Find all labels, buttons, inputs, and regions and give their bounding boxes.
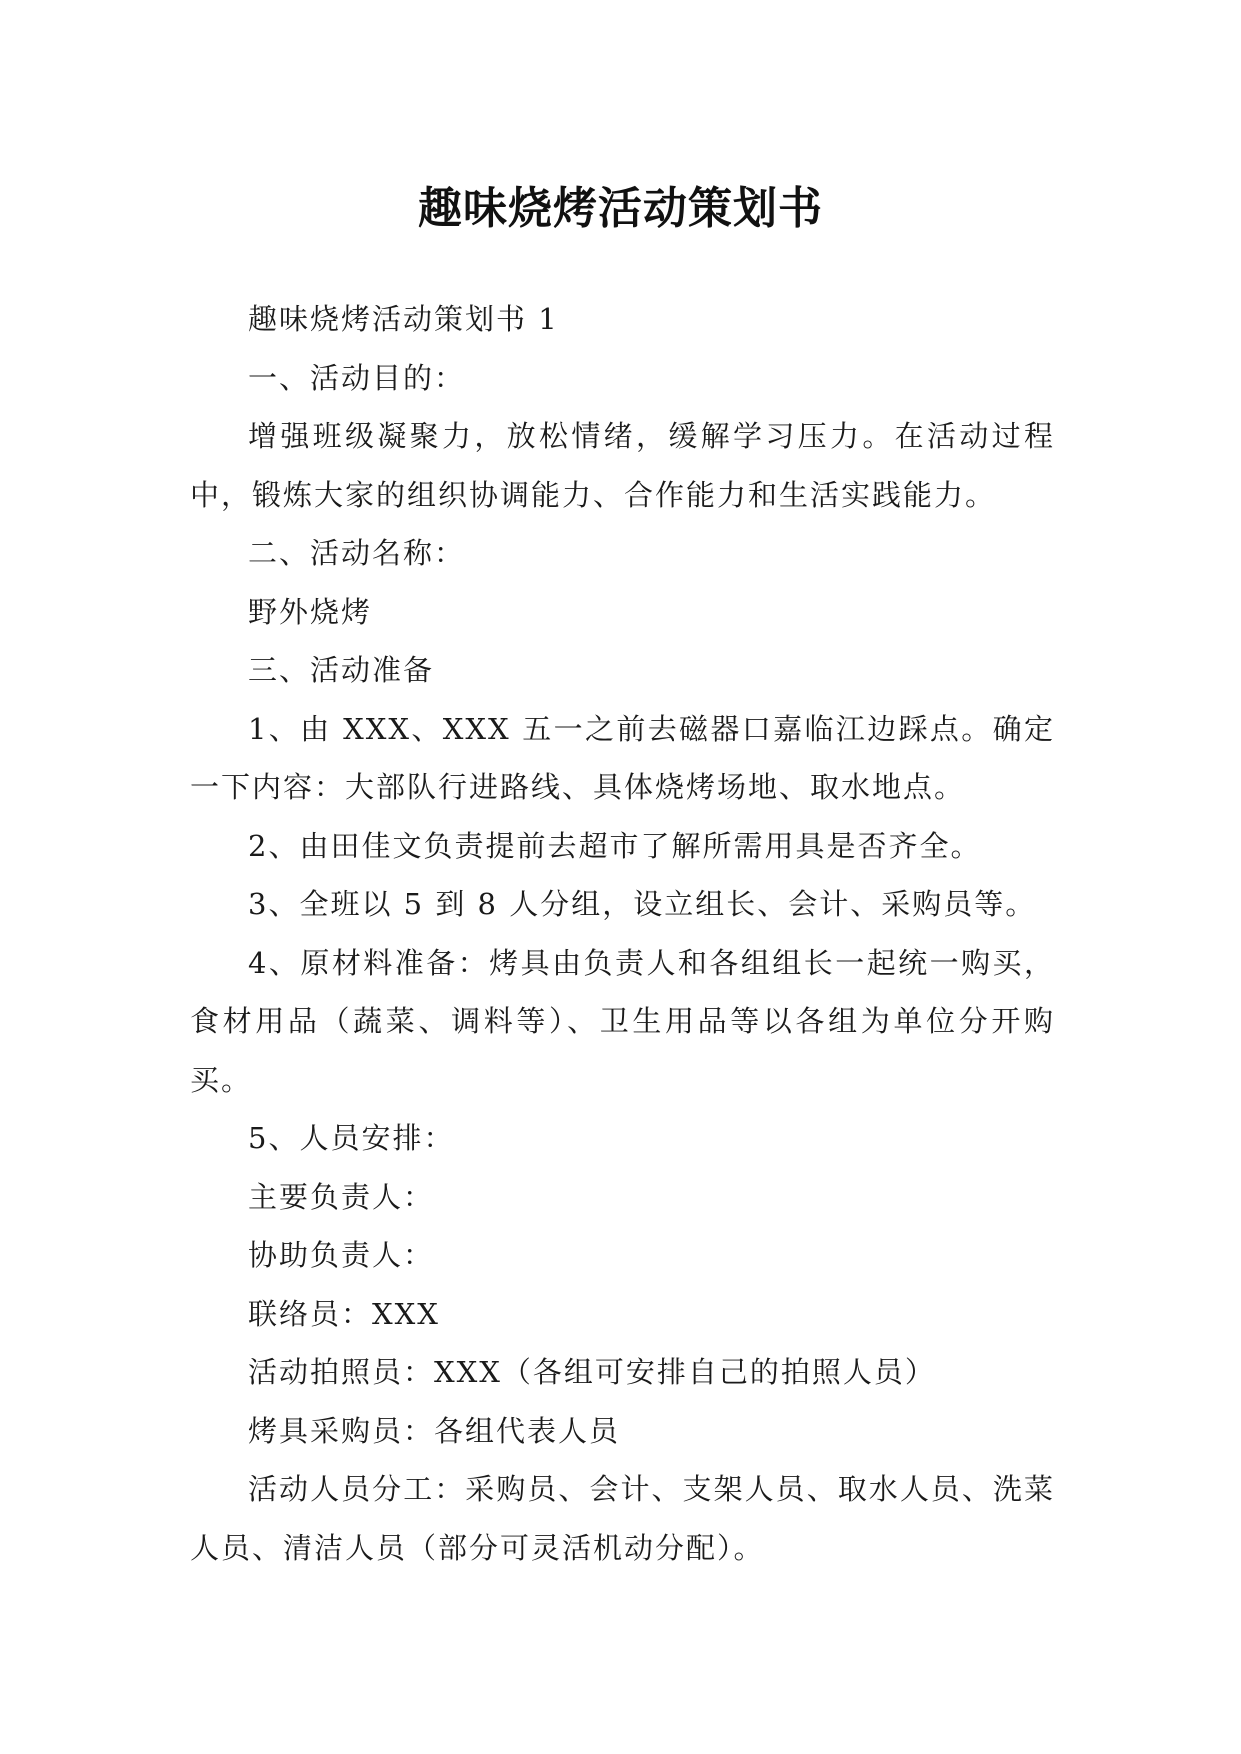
paragraph-prep-3: 3、全班以 5 到 8 人分组，设立组长、会计、采购员等。 [248, 887, 1037, 921]
paragraph-assistant-lead: 协助负责人： [248, 1238, 435, 1272]
paragraph-division: 活动人员分工：采购员、会计、支架人员、取水人员、洗菜人员、清洁人员（部分可灵活机动分配）。 [190, 1472, 1055, 1565]
document-title: 趣味烧烤活动策划书 [418, 183, 823, 235]
paragraph-prep-2: 2、由田佳文负责提前去超市了解所需用具是否齐全。 [248, 828, 982, 863]
document-body [190, 290, 1055, 1577]
paragraph-name: 野外烧烤 [248, 594, 373, 629]
paragraph-main-lead: 主要负责人： [248, 1179, 435, 1214]
heading-preparation: 三、活动准备 [248, 653, 435, 687]
paragraph-photographer: 活动拍照员：XXX（各组可安排自己的拍照人员） [248, 1355, 936, 1389]
heading-name: 二、活动名称： [248, 536, 466, 570]
heading-purpose: 一、活动目的： [248, 360, 466, 395]
paragraph-prep-4: 4、原材料准备：烤具由负责人和各组组长一起统一购买，食材用品（蔬菜、调料等）、卫生用品等以各组为单位分开购买。 [190, 945, 1055, 1097]
paragraph-purpose: 增强班级凝聚力，放松情绪，缓解学习压力。在活动过程中，锻炼大家的组织协调能力、合作能力和生活实践能力。 [190, 419, 1055, 512]
paragraph-prep-1: 1、由 XXX、XXX 五一之前去磁器口嘉临江边踩点。确定一下内容：大部队行进路线、具体烧烤场地、取水地点。 [190, 711, 1055, 804]
section-subtitle: 趣味烧烤活动策划书 1 [248, 302, 559, 336]
paragraph-purchaser: 烤具采购员：各组代表人员 [248, 1413, 621, 1448]
paragraph-prep-5: 5、人员安排： [248, 1121, 455, 1155]
paragraph-contact: 联络员：XXX [248, 1296, 440, 1331]
